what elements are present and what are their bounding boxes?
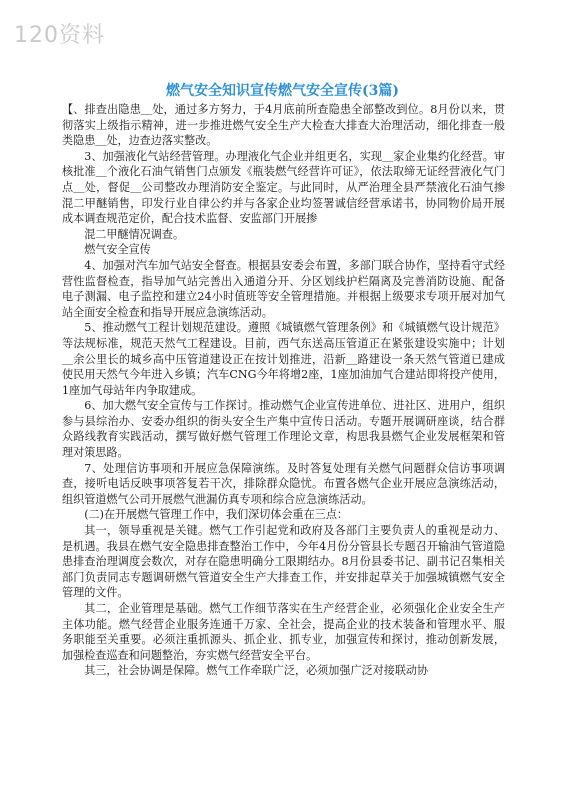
paragraph: 燃气安全宣传 [84, 243, 151, 257]
paragraph: 混二甲醚情况调查。 [84, 227, 185, 241]
paragraph: (二)在开展燃气管理工作中，我们深切体会重在三点： [84, 508, 349, 522]
paragraph: 【、排查出隐患＿处，通过多方努力，于4月底前所查隐患全部整改到位。8月份以来，贯彻落实上级指示精神，进一步推进燃气安全生产大检查大排查大治理活动，细化排查一般类隐患＿处，边查边落实整改。 [62, 103, 505, 148]
paragraph: 5、推动燃气工程计划规范建设。遵照《城镇燃气管理条例》和《城镇燃气设计规范》等法规标准，规范天然气工程建设。目前，西气东送高压管道正在紧张建设实施中；计划＿余公里长的城乡高中压管道建设正在按计划推进，沿新＿路建设一条天然气管道已建成使民用天然气今年进入乡镇；汽车CNG今年将增2座，1座加油加气合建站即将投产使用，1座加气母站年内争取建成。 [62, 321, 505, 397]
paragraph: 其三，社会协调是保障。燃气工作牵联广泛，必须加强广泛对接联动协 [84, 664, 429, 678]
paragraph: 3、加强液化气站经营管理。办理液化气企业并组更名，实现＿家企业集约化经营。审核批准＿个液化石油气销售门点颁发《瓶装燃气经营许可证》，依法取缔无证经营液化气门点＿处，督促＿公司整改办理消防安全鉴定。与此同时，从严治理全县严禁液化石油气掺混二甲醚销售，印发行业自律公约并与各家企业均签署诚信经营承诺书，协同物价局开展成本调查规范定价，配合技术监督、安监部门开展掺 [62, 149, 505, 226]
paragraph: 4、加强对汽车加气站安全督查。根据县安委会布置，多部门联合协作，坚持看守式经营性监督检查，指导加气站完善出入通道分开、分区划线护栏隔离及完善消防设施、配备电子测漏、电子监控和建立24小时值班等安全管理措施。并根据上级要求专项开展对加气站全面安全检查和指导开展应急演练活动。 [62, 258, 505, 319]
document-body [62, 102, 505, 679]
paragraph: 7、处理信访事项和开展应急保障演练。及时答复处理有关燃气问题群众信访事项调查，接听电话反映事项答复若干次，排除群众隐忧。布置各燃气企业开展应急演练活动，组织管道燃气公司开展燃气泄漏仿真专项和综合应急演练活动。 [62, 461, 505, 506]
watermark-logo: 120资料 [14, 23, 105, 48]
paragraph: 6、加大燃气安全宣传与工作探讨。推动燃气企业宣传进单位、进社区、进用户，组织参与县综治办、安委办组织的街头安全生产集中宣传日活动。专题开展调研座谈，结合群众路线教育实践活动，撰写做好燃气管理工作理论文章，构思我县燃气企业发展框架和管理对策思路。 [62, 399, 505, 460]
paragraph: 其一，领导重视是关键。燃气工作引起党和政府及各部门主要负责人的重视是动力、是机遇。我县在燃气安全隐患排查整治工作中，今年4月份分管县长专题召开输油气管道隐患排查治理调度会数次，对存在隐患明确分工限期结办。8月份县委书记、副书记召集相关部门负责同志专题调研燃气管道安全生产大排查工作，并安排起草关于加强城镇燃气安全管理的文件。 [62, 524, 505, 600]
paragraph: 其二，企业管理是基础。燃气工作细节落实在生产经营企业，必须强化企业安全生产主体功能。燃气经营企业服务连通千万家、全社会，提高企业的技术装备和管理水平、服务职能至关重要。必须注重抓源头、抓企业、抓专业，加强宣传和探讨，推动创新发展，加强检查巡查和问题整治，夯实燃气经营安全平台。 [62, 602, 505, 662]
document-title: 燃气安全知识宣传燃气安全宣传(3篇) [166, 83, 399, 99]
